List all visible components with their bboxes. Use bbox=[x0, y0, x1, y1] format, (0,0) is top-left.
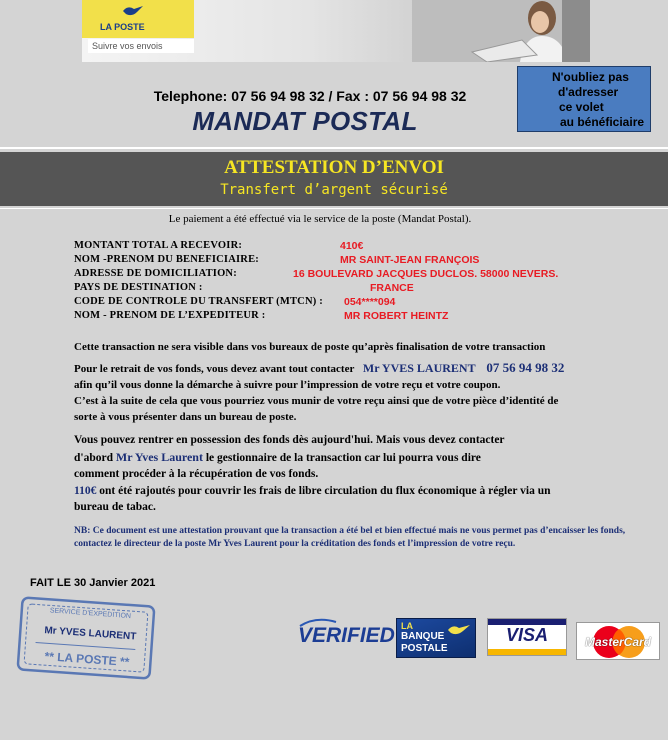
visibility-note: Cette transaction ne sera visible dans vos bureaux de poste qu’après finalisation de votre transaction bbox=[74, 341, 546, 353]
note-line: au bénéficiaire bbox=[560, 115, 645, 129]
detail-value-sender: MR ROBERT HEINTZ bbox=[344, 310, 449, 322]
detail-value-mtcn: 054****094 bbox=[344, 296, 396, 308]
phone-fax-line: Telephone: 07 56 94 98 32 / Fax : 07 56 94 98 32 bbox=[153, 88, 467, 104]
funds-text: d'abord bbox=[74, 451, 113, 464]
detail-value-address: 16 BOULEVARD JACQUES DUCLOS. 58000 NEVERS. bbox=[293, 268, 559, 280]
banque-line: POSTALE bbox=[401, 643, 448, 654]
detail-label-country: PAYS DE DESTINATION : bbox=[74, 282, 203, 293]
track-shipments-link[interactable]: Suivre vos envois bbox=[88, 39, 194, 53]
note-line: d'adresser bbox=[558, 85, 619, 99]
attestation-subtitle: Transfert d’argent sécurisé bbox=[220, 182, 448, 198]
mastercard-text: MasterCard bbox=[584, 635, 652, 649]
la-banque-postale-logo bbox=[396, 618, 476, 658]
withdrawal-line: sorte à vous présenter dans un bureau de poste. bbox=[74, 411, 297, 423]
verified-text: VERIFIED bbox=[298, 624, 395, 647]
withdrawal-line: afin qu’il vous donne la démarche à suivre pour l’impression de votre reçu et votre coupon. bbox=[74, 379, 501, 391]
banner-photo-woman-laptop bbox=[412, 0, 590, 62]
fee-text: ont été rajoutés pour couvrir les frais de libre circulation du flux économique à régler via un bbox=[99, 484, 551, 497]
banque-line: BANQUE bbox=[401, 631, 445, 642]
funds-line: comment procéder à la récupération de vos fonds. bbox=[74, 468, 319, 480]
detail-value-beneficiary: MR SAINT-JEAN FRANÇOIS bbox=[340, 254, 480, 266]
visa-bottom-stripe bbox=[488, 649, 566, 655]
verified-logo bbox=[296, 614, 395, 654]
withdrawal-line bbox=[74, 360, 624, 377]
logo-text: LA POSTE bbox=[100, 22, 145, 32]
stamp-top-text: SERVICE D'EXPEDITION bbox=[49, 607, 132, 621]
visa-text: VISA bbox=[505, 625, 548, 645]
withdrawal-line: C’est à la suite de cela que vous pourriez vous munir de votre reçu ainsi que de votre pièce d’identité de bbox=[74, 395, 559, 407]
funds-line bbox=[74, 483, 624, 500]
detail-label-beneficiary: NOM -PRENOM DU BENEFICIAIRE: bbox=[74, 254, 259, 265]
reminder-note-box bbox=[517, 66, 651, 132]
stamp-bottom-text: ** LA POSTE ** bbox=[44, 649, 130, 670]
la-poste-logo bbox=[82, 0, 194, 38]
withdrawal-text: Pour le retrait de vos fonds, vous devez avant tout contacter bbox=[74, 363, 355, 375]
detail-value-amount: 410€ bbox=[340, 240, 364, 252]
nb-disclaimer: NB: Ce document est une attestation prouvant que la transaction a été bel et bien effectué mais ne vous permet pas d’encaisser les fonds, contactez le directeur de la poste Mr Yves Laurent pour la créditation des fonds et l’impression de votre reçu. bbox=[74, 526, 626, 549]
la-poste-stamp bbox=[16, 595, 157, 680]
funds-line: Vous pouvez rentrer en possession des fonds dès aujourd'hui. Mais vous devez contacter bbox=[74, 434, 505, 446]
payment-intro: Le paiement a été effectué via le service de la poste (Mandat Postal). bbox=[168, 213, 472, 225]
detail-label-sender: NOM - PRENOM DE L’EXPEDITEUR : bbox=[74, 310, 266, 321]
note-line: ce volet bbox=[559, 100, 604, 114]
banque-line: LA bbox=[401, 621, 413, 631]
visa-logo bbox=[487, 618, 567, 656]
bird-icon bbox=[447, 623, 471, 637]
stamp-name: Mr YVES LAURENT bbox=[44, 625, 137, 643]
divider bbox=[0, 147, 668, 149]
funds-text: le gestionnaire de la transaction car lui pourra vous dire bbox=[205, 451, 481, 464]
detail-label-address: ADRESSE DE DOMICILIATION: bbox=[74, 268, 237, 279]
funds-paragraph bbox=[74, 432, 624, 516]
issue-date: FAIT LE 30 Janvier 2021 bbox=[30, 577, 156, 589]
contact-phone[interactable]: 07 56 94 98 32 bbox=[486, 360, 565, 375]
detail-label-mtcn: CODE DE CONTROLE DU TRANSFERT (MTCN) : bbox=[74, 296, 323, 307]
manager-name: Mr Yves Laurent bbox=[115, 449, 203, 464]
mastercard-logo bbox=[576, 622, 660, 660]
detail-label-amount: MONTANT TOTAL A RECEVOIR: bbox=[74, 240, 243, 251]
attestation-title: ATTESTATION D’ENVOI bbox=[224, 157, 444, 178]
page-title: MANDAT POSTAL bbox=[192, 106, 418, 136]
note-line: N'oubliez pas bbox=[552, 70, 629, 84]
bird-icon bbox=[122, 4, 144, 18]
funds-line bbox=[74, 449, 624, 467]
la-poste-banner bbox=[82, 0, 590, 62]
withdrawal-paragraph bbox=[74, 360, 624, 425]
detail-value-country: FRANCE bbox=[370, 282, 414, 294]
divider bbox=[0, 208, 668, 209]
funds-line: bureau de tabac. bbox=[74, 501, 156, 513]
contact-name: Mr YVES LAURENT bbox=[362, 361, 476, 375]
fee-amount: 110€ bbox=[74, 484, 97, 497]
